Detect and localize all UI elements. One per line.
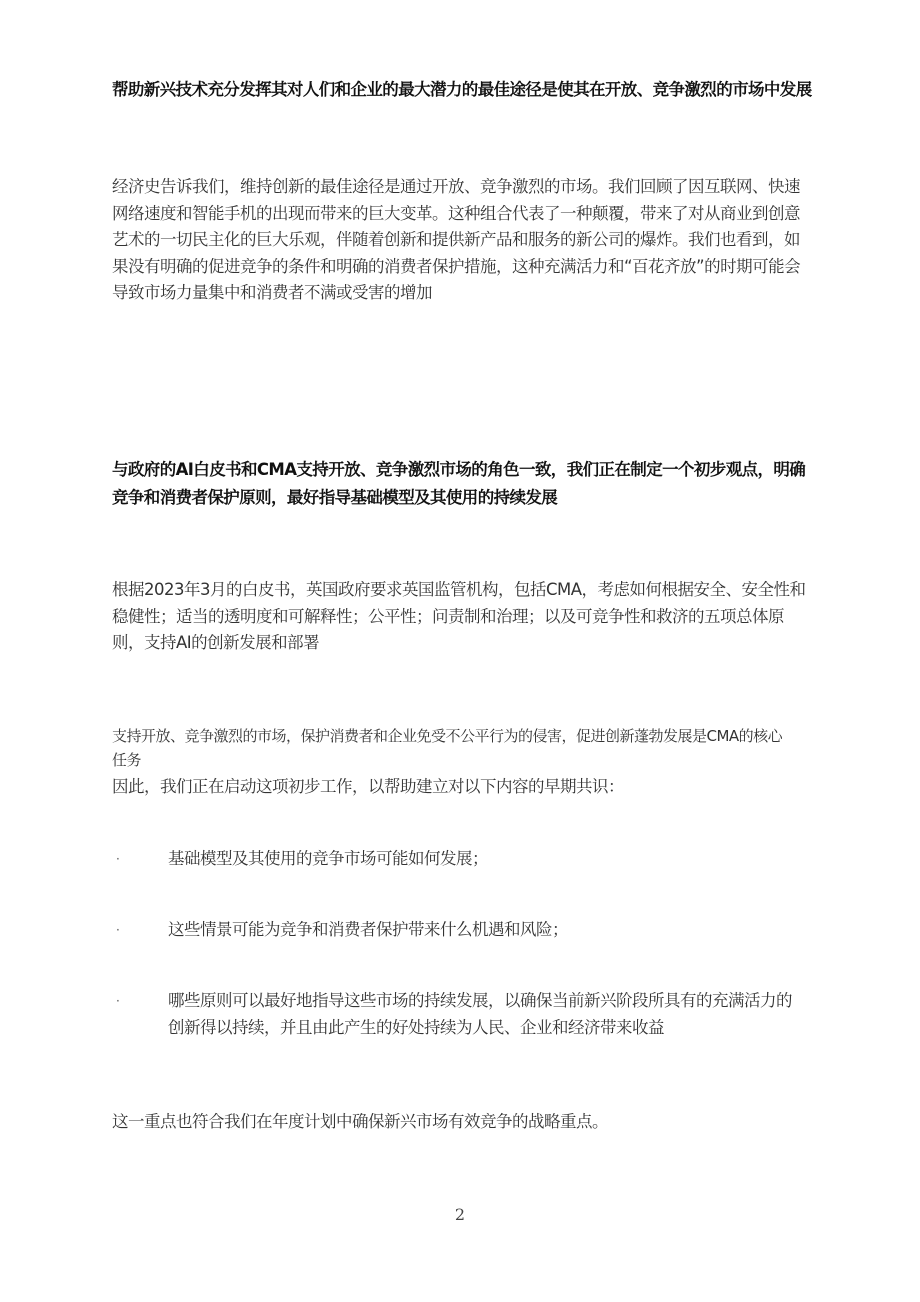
list-item — [112, 917, 812, 944]
paragraph-initial-work: 因此，我们正在启动这项初步工作，以帮助建立对以下内容的早期共识： — [112, 777, 624, 796]
paragraph-cma-mission: 支持开放、竞争激烈的市场，保护消费者和企业免受不公平行为的侵害，促进创新蓬勃发展是CMA的核心任务 — [112, 727, 783, 769]
page-number: 2 — [454, 1205, 466, 1224]
list-item — [112, 988, 812, 1041]
list-item — [112, 846, 812, 873]
section-heading-1: 帮助新兴技术充分发挥其对人们和企业的最大潜力的最佳途径是使其在开放、竞争激烈的市场中发展 — [112, 80, 812, 99]
paragraph-strategic-focus: 这一重点也符合我们在年度计划中确保新兴市场有效竞争的战略重点。 — [112, 1112, 608, 1131]
section-heading-2: 与政府的AI白皮书和CMA支持开放、竞争激烈市场的角色一致，我们正在制定一个初步观点，明确竞争和消费者保护原则，最好指导基础模型及其使用的持续发展 — [112, 460, 806, 507]
bullet-marker: · — [116, 852, 120, 866]
paragraph-white-paper: 根据2023年3月的白皮书，英国政府要求英国监管机构，包括CMA，考虑如何根据安全、安全性和稳健性；适当的透明度和可解释性；公平性；问责制和治理；以及可竞争性和救济的五项总体原则，支持AI的创新发展和部署 — [112, 580, 806, 652]
bullet-marker: · — [116, 994, 120, 1008]
list-item-text: 基础模型及其使用的竞争市场可能如何发展； — [168, 849, 488, 868]
paragraph-economic-history: 经济史告诉我们，维持创新的最佳途径是通过开放、竞争激烈的市场。我们回顾了因互联网、快速网络速度和智能手机的出现而带来的巨大变革。这种组合代表了一种颠覆，带来了对从商业到创意艺术的一切民主化的巨大乐观，伴随着创新和提供新产品和服务的新公司的爆炸。我们也看到，如果没有明确的促进竞争的条件和明确的消费者保护措施，这种充满活力和“百花齐放”的时期可能会导致市场力量集中和消费者不满或受害的增加 — [112, 177, 801, 302]
list-item-text: 这些情景可能为竞争和消费者保护带来什么机遇和风险； — [168, 920, 568, 939]
list-item-text: 哪些原则可以最好地指导这些市场的持续发展，以确保当前新兴阶段所具有的充满活力的创新得以持续，并且由此产生的好处持续为人民、企业和经济带来收益 — [168, 991, 792, 1037]
bullet-marker: · — [116, 923, 120, 937]
